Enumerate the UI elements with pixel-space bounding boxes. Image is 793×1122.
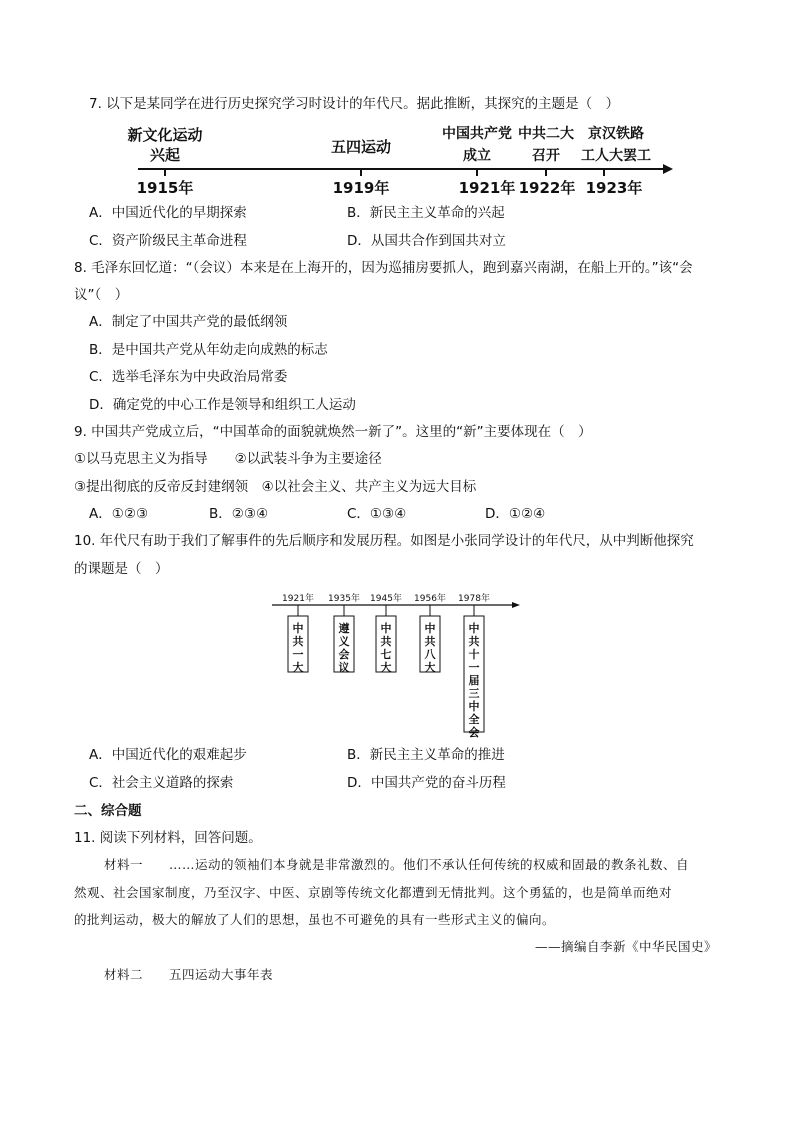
material1-line3: 的批判运动，极大的解放了人们的思想，虽也不可避免的具有一些形式主义的偏向。 (74, 912, 556, 927)
material1-line2: 然观、社会国家制度，乃至汉字、中医、京剧等传统文化都遭到无情批判。这个勇猛的，也是简单而绝对 (74, 885, 673, 900)
q7-event-5-line2: 工人大罢工 (581, 148, 651, 164)
q7-event-1-line2: 兴起 (149, 146, 181, 164)
q7-event-3-line1: 中国共产党 (442, 126, 512, 142)
q7-option-c: C．资产阶级民主革命进程 (89, 233, 247, 249)
q9-items-line2: ③提出彻底的反帝反封建纲领 ④以社会主义、共产主义为远大目标 (74, 479, 477, 495)
q8-option-b: B．是中国共产党从年幼走向成熟的标志 (89, 342, 328, 358)
q10-year-3: 1945年 (370, 594, 402, 604)
q9-option-a: A．①②③ (89, 506, 149, 522)
q9-option-d: D．①②④ (485, 506, 546, 522)
q8-option-c: C．选举毛泽东为中央政治局常委 (89, 369, 288, 385)
q10-option-a: A．中国近代化的艰难起步 (89, 747, 247, 763)
q7-axis-arrow (663, 164, 673, 174)
q9-option-b: B．②③④ (209, 506, 269, 522)
q10-stem-line1: 10. 年代尺有助于我们了解事件的先后顺序和发展历程。如图是小张同学设计的年代尺，从中判断他探究 (74, 533, 694, 549)
q7-stem: 7. 以下是某同学在进行历史探究学习时设计的年代尺。据此推断，其探究的主题是（ ） (89, 96, 620, 112)
q10-event-label-2: 遵义会议 (338, 622, 350, 674)
q10-year-1: 1921年 (282, 594, 314, 604)
q8-stem-line2: 议”（ ） (74, 287, 129, 303)
q10-event-label-4: 中共八大 (424, 622, 436, 674)
q7-option-b: B．新民主主义革命的兴起 (347, 205, 505, 221)
q7-year-3: 1921年 (458, 179, 516, 197)
q7-year-4: 1922年 (518, 179, 576, 197)
q7-option-a: A．中国近代化的早期探索 (89, 205, 247, 221)
q8-stem-line1: 8. 毛泽东回忆道：“（会议）本来是在上海开的，因为巡捕房要抓人，跑到嘉兴南湖，在船上开的。”该“会 (74, 260, 693, 276)
q10-year-4: 1956年 (414, 594, 446, 604)
q7-year-5: 1923年 (585, 179, 643, 197)
q7-event-4-line2: 召开 (532, 148, 560, 164)
section-heading: 二、综合题 (74, 803, 142, 819)
q10-event-label-3: 中共七大 (380, 622, 392, 674)
q10-option-d: D．中国共产党的奋斗历程 (347, 775, 506, 791)
q9-stem: 9. 中国共产党成立后，“中国革命的面貌就焕然一新了”。这里的“新”主要体现在（ ） (74, 424, 592, 440)
q7-year-2: 1919年 (332, 179, 390, 197)
q10-option-c: C．社会主义道路的探索 (89, 775, 234, 791)
q10-stem-line2: 的课题是（ ） (74, 561, 169, 577)
q7-event-3-line2: 成立 (463, 148, 491, 164)
q7-year-1: 1915年 (136, 179, 194, 197)
material1-line1: 材料一 ……运动的领袖们本身就是非常激烈的。他们不承认任何传统的权威和固最的教条礼数、自 (104, 857, 690, 872)
q9-items-line1: ①以马克思主义为指导 ②以武装斗争为主要途径 (74, 451, 382, 467)
q8-option-d: D．确定党的中心工作是领导和组织工人运动 (89, 397, 356, 413)
q10-year-2: 1935年 (328, 594, 360, 604)
q10-option-b: B．新民主主义革命的推进 (347, 747, 505, 763)
q11-stem: 11. 阅读下列材料，回答问题。 (74, 830, 262, 846)
q10-year-5: 1978年 (458, 594, 490, 604)
q10-axis-arrow (512, 602, 520, 608)
q7-event-1-line1: 新文化运动 (127, 126, 203, 144)
q7-timeline (110, 120, 690, 200)
q7-option-d: D．从国共合作到国共对立 (347, 233, 506, 249)
material2-title: 材料二 五四运动大事年表 (104, 967, 274, 982)
q7-event-5-line1: 京汉铁路 (588, 126, 644, 142)
q10-event-label-1: 中共一大 (292, 622, 304, 674)
q9-option-c: C．①③④ (347, 506, 407, 522)
q7-event-2-line1: 五四运动 (330, 138, 392, 156)
q8-option-a: A．制定了中国共产党的最低纲领 (89, 314, 288, 330)
material1-source: ——摘编自李新《中华民国史》 (534, 939, 717, 954)
q10-timeline (262, 588, 532, 738)
q7-event-4-line1: 中共二大 (518, 126, 574, 142)
q10-event-label-5: 中共十一届三中全会 (468, 622, 480, 738)
